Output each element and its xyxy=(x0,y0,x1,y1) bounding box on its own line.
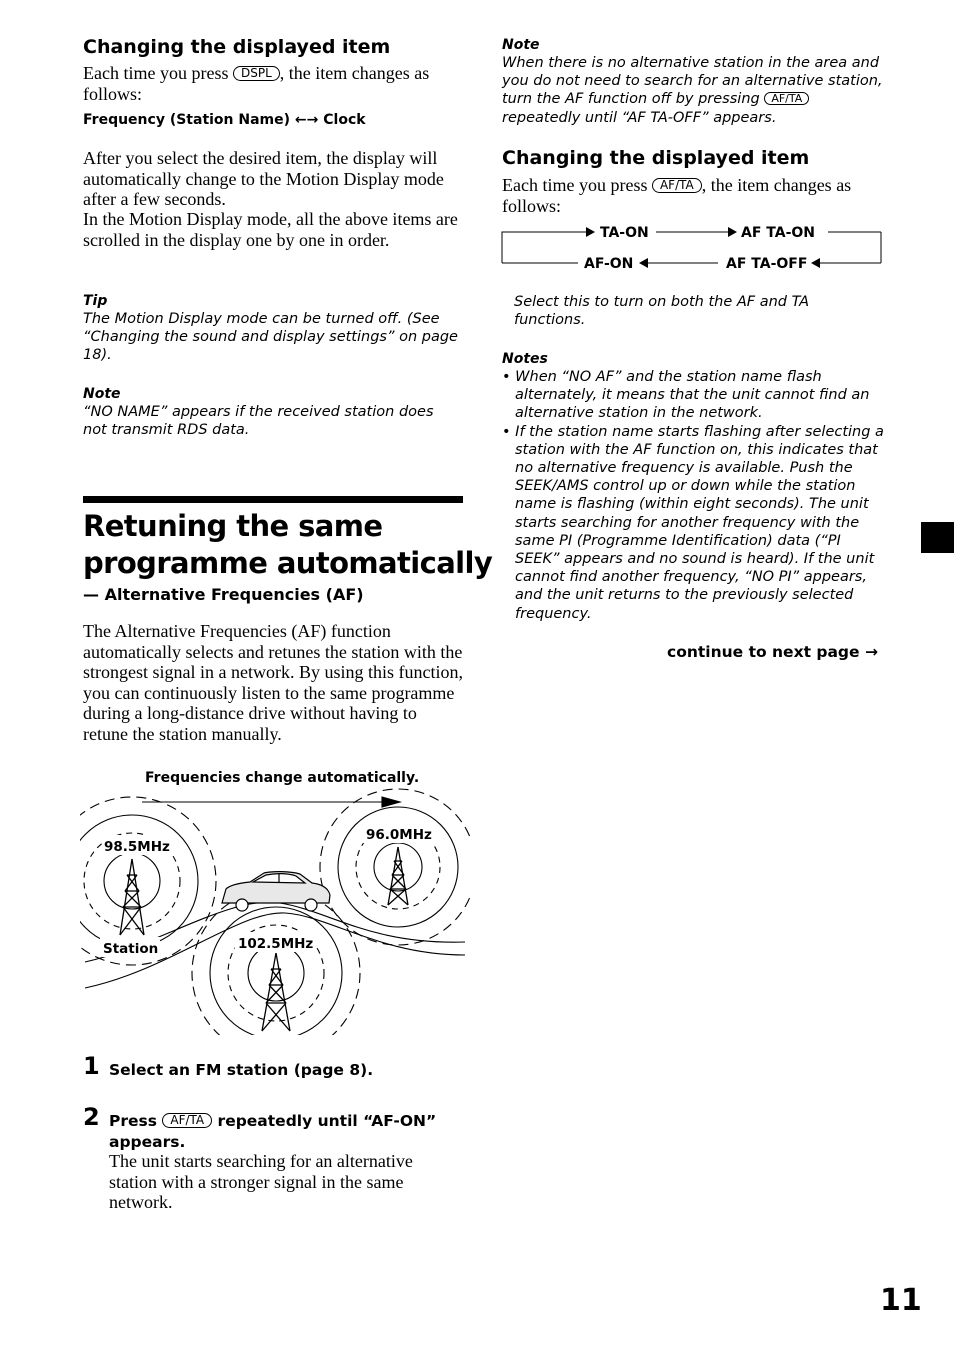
figure-caption: Frequencies change automatically. xyxy=(145,770,420,786)
step-text: Select an FM station (page 8). xyxy=(109,1061,374,1079)
cycle-item-ta-on: TA-ON xyxy=(600,225,649,241)
freq-label-left: 98.5MHz xyxy=(104,839,170,855)
note-text: When there is no alternative station in the area and you do not need to search for an alternative station, turn the AF function off by pressing AF/TA repeatedly until “AF TA-OFF” appears. xyxy=(502,55,883,126)
af-ta-button-icon: AF/TA xyxy=(162,1113,212,1128)
page-title: Retuning the same programme automatically xyxy=(83,509,493,580)
body-text: Each time you press DSPL , the item changes as follows: xyxy=(83,63,430,104)
freq-label-bottom: 102.5MHz xyxy=(238,936,314,952)
double-arrow-icon: ←→ xyxy=(294,112,319,128)
list-item: • If the station name starts flashing after selecting a station with the AF function on, this indicates that no alternative frequency is available. Push the SEEK/AMS control up or down while the station name is flashing (within eight seconds). The unit starts searching for another frequency with the same PI (Programme Identification) data (“PI SEEK” appears and no sound is heard). If the unit cannot find another frequency, “NO PI” appears, and the unit returns to the previously selected frequency. xyxy=(502,423,884,622)
right-arrow-icon: → xyxy=(864,643,878,661)
page-subtitle: — Alternative Frequencies (AF) xyxy=(83,585,364,604)
step-text: Press AF/TA repeatedly until “AF-ON” appears. xyxy=(109,1112,437,1151)
arrowhead-icon xyxy=(382,797,400,807)
dspl-button-icon: DSPL xyxy=(233,66,280,81)
notes-label: Notes xyxy=(502,351,548,367)
chapter-tab-marker xyxy=(921,522,954,553)
note-label: Note xyxy=(502,37,540,53)
body-text: In the Motion Display mode, all the above items are scrolled in the display one by one in order. xyxy=(83,209,458,250)
cycle-item-af-ta-off: AF TA-OFF xyxy=(726,256,808,272)
note-text: “NO NAME” appears if the received station does not transmit RDS data. xyxy=(83,404,434,439)
body-text: After you select the desired item, the display will automatically change to the Motion Display mode after a few seconds. xyxy=(83,148,444,210)
car-icon xyxy=(222,872,330,911)
af-ta-button-icon: AF/TA xyxy=(764,92,809,105)
step-number: 1 xyxy=(83,1052,100,1080)
continue-link: continue to next page → xyxy=(667,643,878,661)
af-ta-button-icon: AF/TA xyxy=(652,178,702,193)
cycle-item-af-ta-on: AF TA-ON xyxy=(741,225,815,241)
tip-text: The Motion Display mode can be turned off. (See “Changing the sound and display settings” on page 18). xyxy=(83,311,458,364)
cycle-item-af-on: AF-ON xyxy=(584,256,634,272)
tower-icon-left xyxy=(120,859,144,935)
section-rule xyxy=(83,496,463,503)
step-detail: The unit starts searching for an alternative station with a stronger signal in the same network. xyxy=(109,1151,413,1213)
tower-icon-right xyxy=(388,847,408,905)
note-label: Note xyxy=(83,386,121,402)
cycle-note: Select this to turn on both the AF and TA functions. xyxy=(514,294,810,329)
station-label: Station xyxy=(103,941,159,957)
step-number: 2 xyxy=(83,1103,100,1131)
section-heading: Changing the displayed item xyxy=(502,147,810,169)
body-text: Each time you press AF/TA , the item changes as follows: xyxy=(502,175,852,216)
list-item: • When “NO AF” and the station name flash alternately, it means that the unit cannot find an alternative station in the network. xyxy=(502,369,870,422)
cycle-diagram xyxy=(498,220,888,276)
signal-waves-bottom xyxy=(192,889,360,1035)
tower-icon-bottom xyxy=(262,953,290,1031)
section-heading: Changing the displayed item xyxy=(83,36,391,58)
af-illustration xyxy=(80,785,470,1035)
freq-label-right: 96.0MHz xyxy=(366,827,432,843)
page-number: 11 xyxy=(880,1283,922,1318)
notes-list xyxy=(502,368,886,623)
item-sequence: Frequency (Station Name) ←→ Clock xyxy=(83,112,366,128)
tip-label: Tip xyxy=(83,293,108,309)
intro-text: The Alternative Frequencies (AF) function automatically selects and retunes the station with the strongest signal in a network. By using this function, you can continuously listen to the same programme during a long-distance drive without having to retune the station manually. xyxy=(83,621,463,744)
